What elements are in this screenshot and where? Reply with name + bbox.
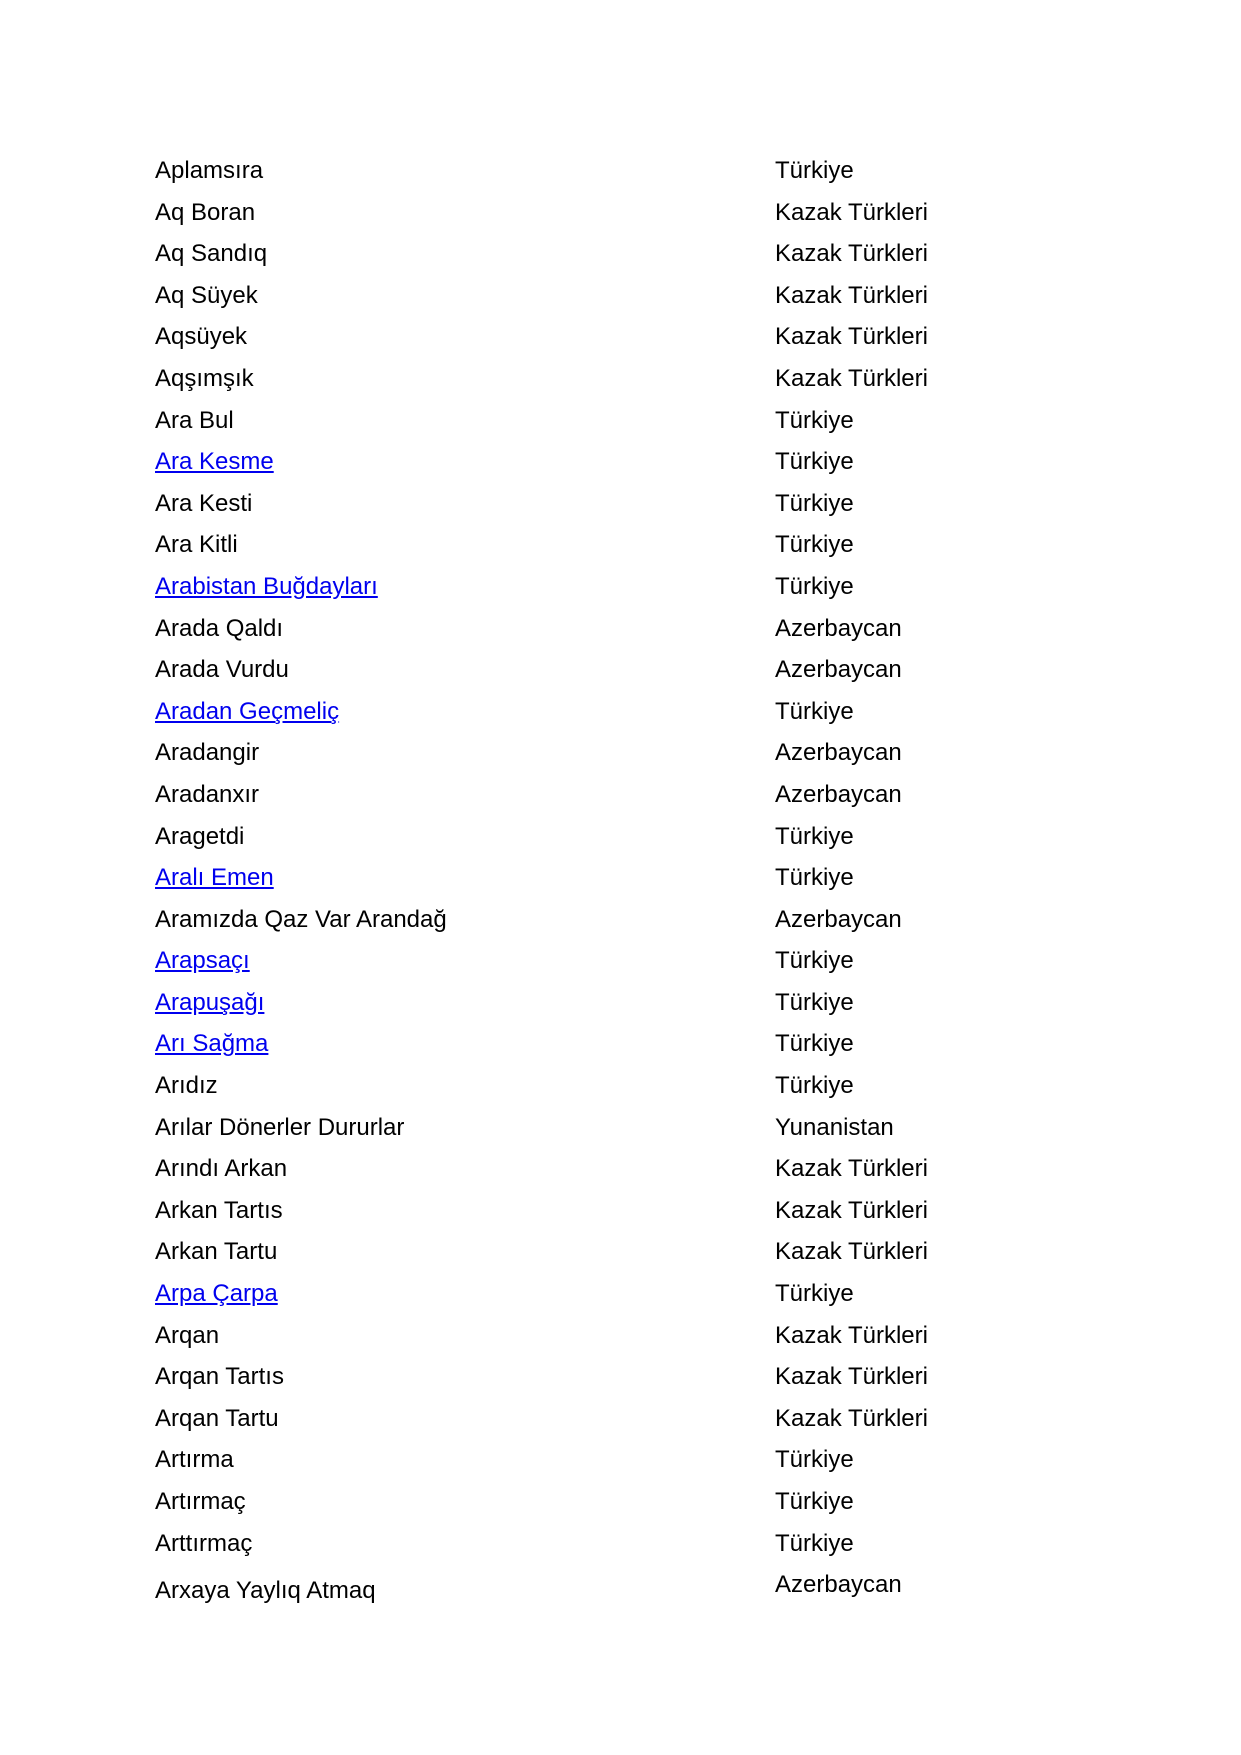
list-row (155, 857, 1055, 899)
list-row (155, 1564, 1055, 1608)
country-name: Kazak Türkleri (775, 240, 928, 268)
game-name: Arada Qaldı (155, 614, 284, 642)
list-row (155, 1315, 1055, 1357)
country-name: Türkiye (775, 448, 854, 476)
game-country-list (155, 150, 1055, 1608)
game-name: Arkan Tartu (155, 1238, 278, 1266)
list-row (155, 233, 1055, 275)
list-row (155, 400, 1055, 442)
game-name: Arqan (155, 1321, 220, 1349)
game-name: Aradangir (155, 739, 260, 767)
game-name: Arılar Dönerler Dururlar (155, 1113, 405, 1141)
list-row (155, 1023, 1055, 1065)
game-name-link[interactable]: Aradan Geçmeliç (155, 697, 340, 725)
country-name: Türkiye (775, 697, 854, 725)
list-row (155, 649, 1055, 691)
country-name: Türkiye (775, 822, 854, 850)
country-name: Azerbaycan (775, 1571, 902, 1599)
country-name: Türkiye (775, 1030, 854, 1058)
country-name: Türkiye (775, 489, 854, 517)
country-name: Türkiye (775, 1446, 854, 1474)
game-name-link[interactable]: Arabistan Buğdayları (155, 572, 378, 600)
game-name: Arındı Arkan (155, 1155, 288, 1183)
country-name: Azerbaycan (775, 780, 902, 808)
country-name: Azerbaycan (775, 905, 902, 933)
list-row (155, 608, 1055, 650)
country-name: Kazak Türkleri (775, 1196, 928, 1224)
game-name: Artırma (155, 1446, 234, 1474)
game-name-link[interactable]: Arapuşağı (155, 988, 265, 1016)
country-name: Azerbaycan (775, 656, 902, 684)
game-name-link[interactable]: Ara Kesme (155, 448, 274, 476)
game-name: Ara Kesti (155, 489, 253, 517)
game-name: Ara Bul (155, 406, 234, 434)
game-name: Arxaya Yaylıq Atmaq (155, 1577, 376, 1605)
list-row (155, 816, 1055, 858)
country-name: Azerbaycan (775, 614, 902, 642)
country-name: Azerbaycan (775, 739, 902, 767)
game-name: Aragetdi (155, 822, 245, 850)
list-row (155, 1065, 1055, 1107)
country-name: Kazak Türkleri (775, 1238, 928, 1266)
country-name: Türkiye (775, 1072, 854, 1100)
list-row (155, 150, 1055, 192)
country-name: Türkiye (775, 1280, 854, 1308)
country-name: Türkiye (775, 157, 854, 184)
game-name: Aq Boran (155, 198, 256, 226)
country-name: Türkiye (775, 1488, 854, 1515)
game-name: Arada Vurdu (155, 656, 289, 684)
country-name: Kazak Türkleri (775, 281, 928, 309)
list-row (155, 1273, 1055, 1315)
list-row (155, 192, 1055, 234)
game-name-link[interactable]: Arapsaçı (155, 947, 250, 975)
list-row (155, 483, 1055, 525)
list-row (155, 316, 1055, 358)
list-row (155, 275, 1055, 317)
game-name: Arıdız (155, 1072, 218, 1100)
game-name-link[interactable]: Arı Sağma (155, 1030, 269, 1058)
list-row (155, 899, 1055, 941)
country-name: Türkiye (775, 406, 854, 434)
list-row (155, 732, 1055, 774)
country-name: Türkiye (775, 531, 854, 559)
country-name: Türkiye (775, 947, 854, 975)
country-name: Türkiye (775, 572, 854, 600)
list-row (155, 1107, 1055, 1149)
country-name: Kazak Türkleri (775, 364, 928, 392)
country-name: Türkiye (775, 1529, 854, 1557)
game-name: Aq Sandıq (155, 240, 268, 268)
game-name: Artırmaç (155, 1488, 246, 1515)
game-name: Aplamsıra (155, 157, 264, 184)
list-row (155, 524, 1055, 566)
game-name: Arqan Tartıs (155, 1363, 284, 1391)
list-row (155, 358, 1055, 400)
game-name: Arkan Tartıs (155, 1196, 283, 1224)
list-row (155, 1523, 1055, 1565)
list-row (155, 691, 1055, 733)
game-name: Aqsüyek (155, 323, 248, 351)
game-name: Aramızda Qaz Var Arandağ (155, 905, 447, 933)
country-name: Kazak Türkleri (775, 323, 928, 351)
game-name-link[interactable]: Arpa Çarpa (155, 1280, 278, 1308)
game-name: Arqan Tartu (155, 1404, 279, 1432)
game-name: Aqşımşık (155, 364, 254, 392)
country-name: Yunanistan (775, 1113, 894, 1141)
list-row (155, 1231, 1055, 1273)
list-row (155, 1356, 1055, 1398)
list-row (155, 982, 1055, 1024)
country-name: Türkiye (775, 864, 854, 892)
list-row (155, 940, 1055, 982)
country-name: Kazak Türkleri (775, 1404, 928, 1432)
list-row (155, 441, 1055, 483)
list-row (155, 1481, 1055, 1523)
game-name-link[interactable]: Aralı Emen (155, 864, 274, 892)
list-row (155, 566, 1055, 608)
country-name: Türkiye (775, 988, 854, 1016)
list-row (155, 774, 1055, 816)
country-name: Kazak Türkleri (775, 1363, 928, 1391)
country-name: Kazak Türkleri (775, 1321, 928, 1349)
list-row (155, 1439, 1055, 1481)
game-name: Aq Süyek (155, 281, 258, 309)
list-row (155, 1190, 1055, 1232)
list-row (155, 1398, 1055, 1440)
country-name: Kazak Türkleri (775, 198, 928, 226)
game-name: Aradanxır (155, 780, 260, 808)
list-row (155, 1148, 1055, 1190)
game-name: Arttırmaç (155, 1529, 253, 1557)
game-name: Ara Kitli (155, 531, 238, 559)
country-name: Kazak Türkleri (775, 1155, 928, 1183)
